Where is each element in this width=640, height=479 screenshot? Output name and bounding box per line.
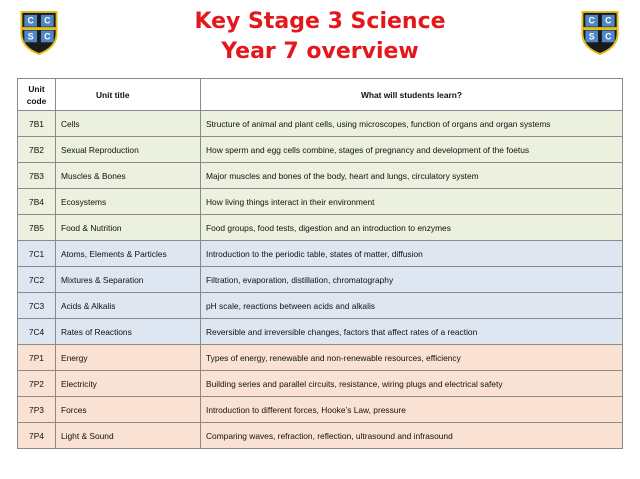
unit-title-cell: Muscles & Bones <box>56 163 201 189</box>
svg-text:S: S <box>27 31 34 42</box>
learning-summary-cell: How sperm and egg cells combine, stages of pregnancy and development of the foetus <box>201 137 623 163</box>
unit-title-cell: Atoms, Elements & Particles <box>56 241 201 267</box>
learning-summary-cell: Major muscles and bones of the body, heart and lungs, circulatory system <box>201 163 623 189</box>
learning-summary-cell: How living things interact in their environment <box>201 189 623 215</box>
table-row <box>18 241 623 267</box>
table-row <box>18 137 623 163</box>
unit-title-cell: Electricity <box>56 371 201 397</box>
table-row <box>18 423 623 449</box>
svg-text:S: S <box>588 31 595 42</box>
learning-summary-cell: Introduction to the periodic table, states of matter, diffusion <box>201 241 623 267</box>
learning-summary-cell: Comparing waves, refraction, reflection, ultrasound and infrasound <box>201 423 623 449</box>
unit-code-cell: 7C2 <box>18 267 56 293</box>
learning-summary-cell: pH scale, reactions between acids and alkalis <box>201 293 623 319</box>
learning-summary-cell: Reversible and irreversible changes, factors that affect rates of a reaction <box>201 319 623 345</box>
table-row <box>18 267 623 293</box>
table-row <box>18 319 623 345</box>
table-body <box>18 111 623 449</box>
unit-title-cell: Light & Sound <box>56 423 201 449</box>
svg-text:C: C <box>588 15 595 26</box>
table-row <box>18 189 623 215</box>
learning-summary-cell: Food groups, food tests, digestion and an introduction to enzymes <box>201 215 623 241</box>
column-header-what-will-students-learn: What will students learn? <box>201 79 623 111</box>
table-row <box>18 371 623 397</box>
svg-text:C: C <box>605 31 612 42</box>
learning-summary-cell: Structure of animal and plant cells, using microscopes, function of organs and organ systems <box>201 111 623 137</box>
unit-title-cell: Energy <box>56 345 201 371</box>
table-row <box>18 215 623 241</box>
unit-title-cell: Ecosystems <box>56 189 201 215</box>
unit-code-cell: 7C1 <box>18 241 56 267</box>
svg-text:C: C <box>605 15 612 26</box>
unit-code-cell: 7B1 <box>18 111 56 137</box>
unit-title-cell: Acids & Alkalis <box>56 293 201 319</box>
year7-overview-table <box>17 78 623 449</box>
unit-code-cell: 7P1 <box>18 345 56 371</box>
table-row <box>18 345 623 371</box>
svg-text:C: C <box>27 15 34 26</box>
unit-title-cell: Cells <box>56 111 201 137</box>
learning-summary-cell: Types of energy, renewable and non-renewable resources, efficiency <box>201 345 623 371</box>
unit-code-cell: 7B3 <box>18 163 56 189</box>
table-row <box>18 397 623 423</box>
table-row <box>18 111 623 137</box>
unit-title-cell: Rates of Reactions <box>56 319 201 345</box>
column-header-unit-code: Unit code <box>18 79 56 111</box>
table-header-row <box>18 79 623 111</box>
unit-code-cell: 7P4 <box>18 423 56 449</box>
unit-code-cell: 7B5 <box>18 215 56 241</box>
page-subtitle: Year 7 overview <box>221 39 419 64</box>
unit-code-cell: 7B4 <box>18 189 56 215</box>
unit-code-cell: 7P2 <box>18 371 56 397</box>
svg-text:C: C <box>44 15 51 26</box>
column-header-unit-title: Unit title <box>56 79 201 111</box>
unit-title-cell: Forces <box>56 397 201 423</box>
unit-code-cell: 7C3 <box>18 293 56 319</box>
learning-summary-cell: Building series and parallel circuits, resistance, wiring plugs and electrical safety <box>201 371 623 397</box>
learning-summary-cell: Filtration, evaporation, distillation, chromatography <box>201 267 623 293</box>
learning-summary-cell: Introduction to different forces, Hooke’s Law, pressure <box>201 397 623 423</box>
svg-text:C: C <box>44 31 51 42</box>
table-row <box>18 293 623 319</box>
unit-code-cell: 7B2 <box>18 137 56 163</box>
unit-code-cell: 7P3 <box>18 397 56 423</box>
unit-title-cell: Food & Nutrition <box>56 215 201 241</box>
unit-title-cell: Mixtures & Separation <box>56 267 201 293</box>
unit-title-cell: Sexual Reproduction <box>56 137 201 163</box>
page-title: Key Stage 3 Science <box>194 9 446 34</box>
unit-code-cell: 7C4 <box>18 319 56 345</box>
table-row <box>18 163 623 189</box>
